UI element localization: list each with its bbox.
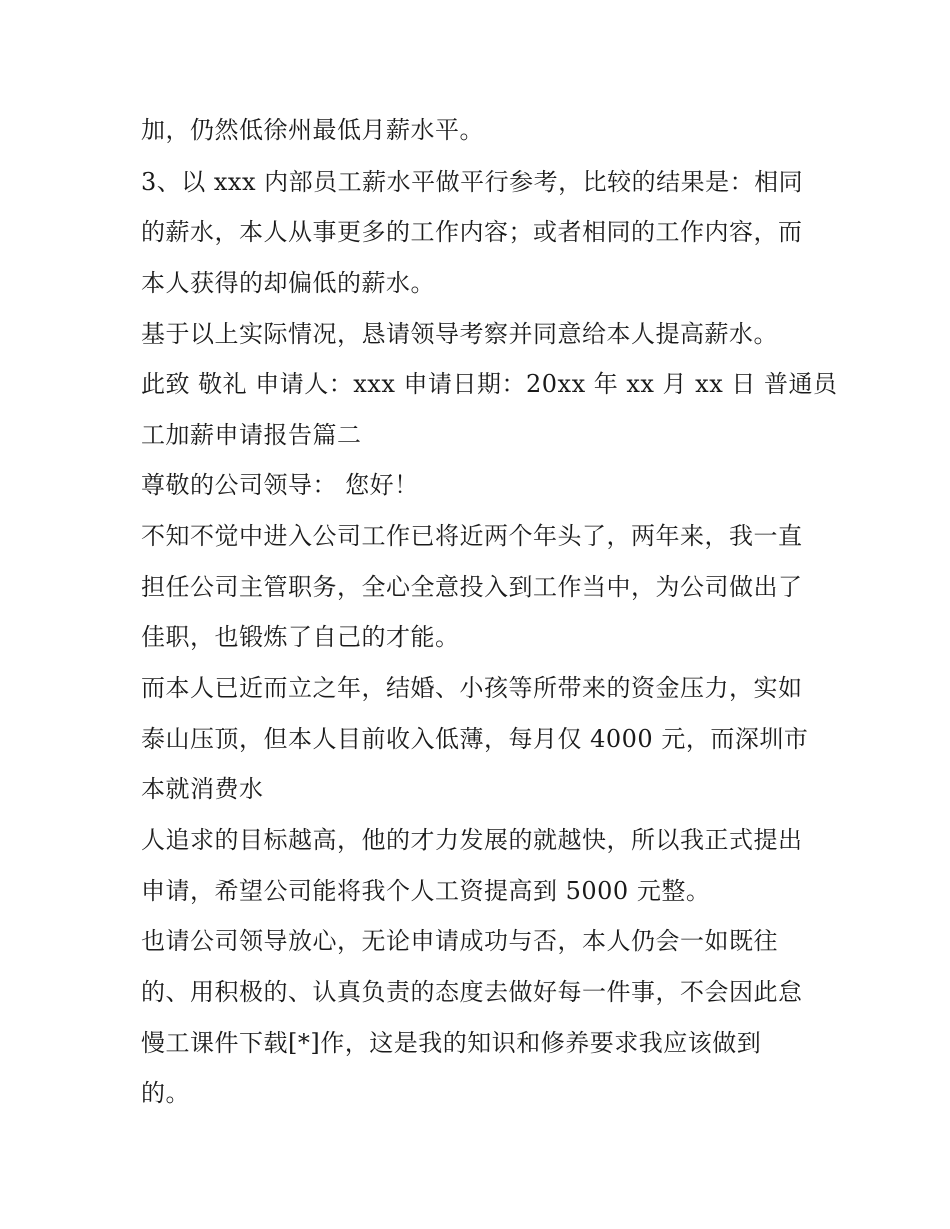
text-line: 的。	[141, 1079, 190, 1107]
text-line: 尊敬的公司领导： 您好！	[141, 471, 419, 499]
text-line: 也请公司领导放心，无论申请成功与否，本人仍会一如既往	[141, 927, 778, 955]
text-line: 本就消费水	[141, 775, 264, 803]
text-line: 慢工课件下载[*]作，这是我的知识和修养要求我应该做到	[141, 1029, 762, 1057]
text-line: 加，仍然低徐州最低月薪水平。	[141, 116, 484, 144]
text-line: 3、以 xxx 内部员工薪水平做平行参考，比较的结果是：相同	[141, 168, 804, 196]
text-line: 人追求的目标越高，他的才力发展的就越快，所以我正式提出	[141, 826, 803, 854]
text-line: 不知不觉中进入公司工作已将近两个年头了，两年来，我一直	[141, 522, 803, 550]
text-line: 基于以上实际情况，恳请领导考察并同意给本人提高薪水。	[141, 320, 778, 348]
text-line: 泰山压顶，但本人目前收入低薄，每月仅 4000 元，而深圳市	[141, 725, 809, 753]
text-line: 而本人已近而立之年，结婚、小孩等所带来的资金压力，实如	[141, 674, 803, 702]
text-line: 工加薪申请报告篇二	[141, 421, 362, 449]
text-line: 佳职，也锻炼了自己的才能。	[141, 623, 460, 651]
text-line: 的薪水，本人从事更多的工作内容；或者相同的工作内容，而	[141, 218, 803, 246]
text-line: 申请，希望公司能将我个人工资提高到 5000 元整。	[141, 877, 711, 905]
text-line: 担任公司主管职务，全心全意投入到工作当中，为公司做出了	[141, 573, 803, 601]
text-line: 此致 敬礼 申请人：xxx 申请日期：20xx 年 xx 月 xx 日 普通员	[141, 370, 838, 398]
text-line: 的、用积极的、认真负责的态度去做好每一件事，不会因此怠	[141, 978, 803, 1006]
text-line: 本人获得的却偏低的薪水。	[141, 269, 435, 297]
